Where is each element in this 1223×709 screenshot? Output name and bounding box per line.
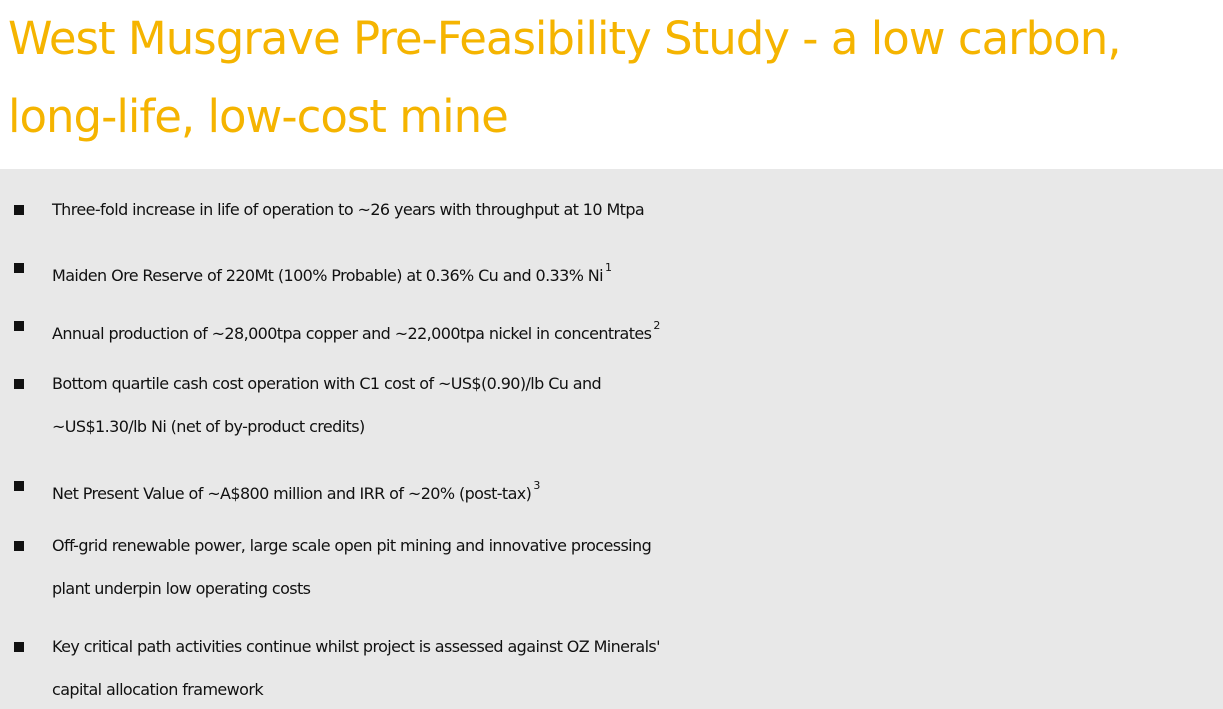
bullet-line: capital allocation framework: [52, 680, 263, 699]
bullet-line: plant underpin low operating costs: [52, 579, 311, 598]
bullet-text: [52, 524, 1220, 610]
square-bullet-icon: [14, 642, 24, 652]
bullet-text: [52, 464, 1220, 515]
footnote-ref: 3: [533, 479, 541, 492]
bullet-text: [52, 188, 1220, 231]
title-line-2: long-life, low-cost mine: [8, 90, 508, 143]
square-bullet-icon: [14, 263, 24, 273]
bullet-line: Net Present Value of ~A$800 million and IRR of ~20% (post-tax): [52, 484, 532, 503]
square-bullet-icon: [14, 321, 24, 331]
square-bullet-icon: [14, 481, 24, 491]
bullet-line: Key critical path activities continue whilst project is assessed against OZ Minerals': [52, 637, 660, 656]
bullet-line: Maiden Ore Reserve of 220Mt (100% Probable) at 0.36% Cu and 0.33% Ni: [52, 266, 604, 285]
slide-title: [8, 0, 1218, 156]
bullet-line: Three-fold increase in life of operation to ~26 years with throughput at 10 Mtpa: [52, 200, 645, 219]
bullet-text: [52, 246, 1220, 297]
footnote-ref: 1: [605, 261, 613, 274]
bullet-line: Bottom quartile cash cost operation with C1 cost of ~US$(0.90)/lb Cu and: [52, 374, 602, 393]
bullet-text: [52, 625, 1220, 709]
bullet-line: ~US$1.30/lb Ni (net of by-product credits): [52, 417, 365, 436]
bullet-text: [52, 362, 1220, 448]
bullet-line: Off-grid renewable power, large scale open pit mining and innovative processing: [52, 536, 652, 555]
square-bullet-icon: [14, 541, 24, 551]
square-bullet-icon: [14, 379, 24, 389]
bullet-text: [52, 304, 1220, 355]
bullet-line: Annual production of ~28,000tpa copper and ~22,000tpa nickel in concentrates: [52, 324, 652, 343]
footnote-ref: 2: [653, 319, 661, 332]
title-line-1: West Musgrave Pre-Feasibility Study - a low carbon,: [8, 12, 1121, 65]
square-bullet-icon: [14, 205, 24, 215]
content-panel: [0, 169, 1223, 709]
